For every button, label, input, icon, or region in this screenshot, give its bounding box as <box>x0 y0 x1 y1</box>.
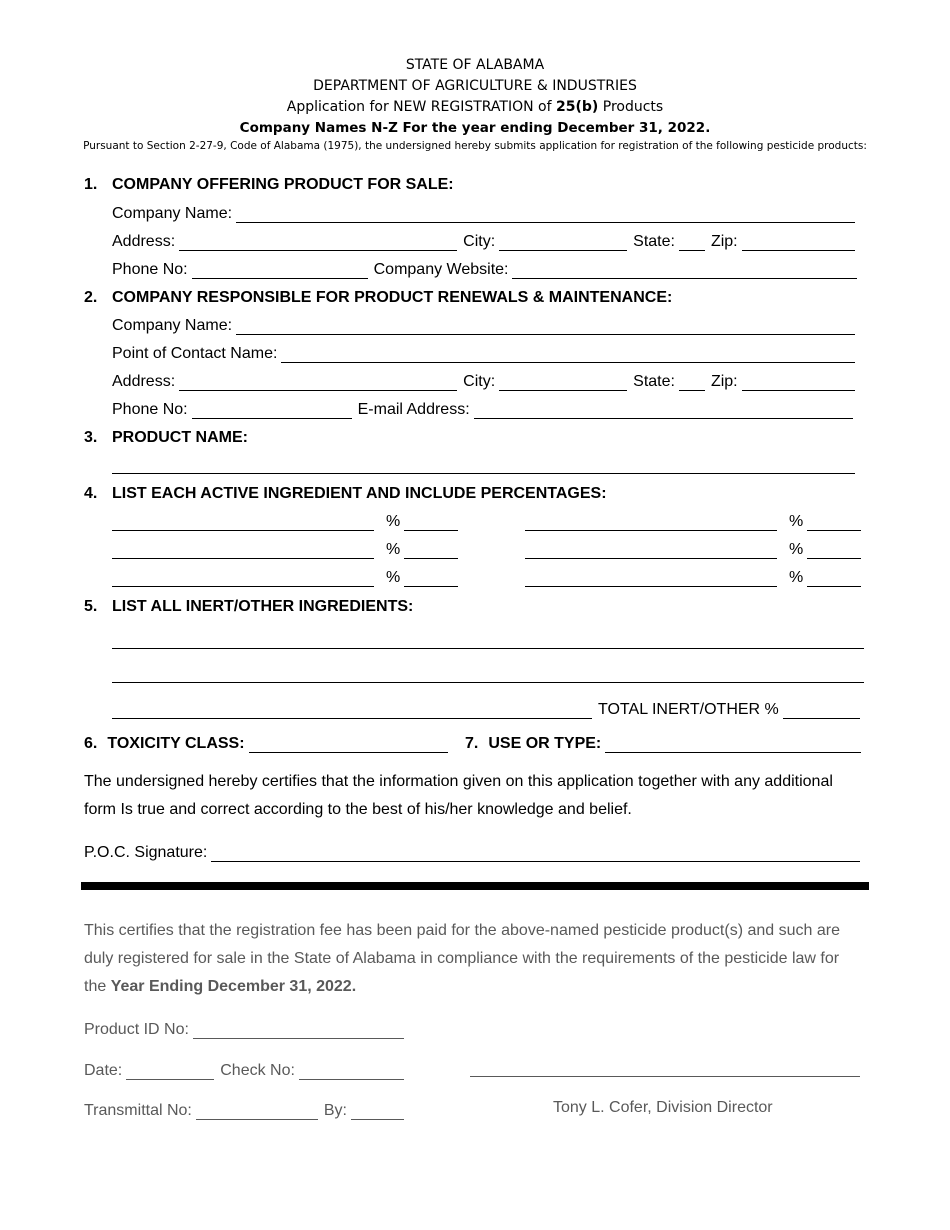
s2-state-label: State: <box>633 373 675 390</box>
s1-zip-field[interactable] <box>742 234 855 251</box>
office-line-3-pre: the <box>84 978 111 995</box>
s2-company-name-label: Company Name: <box>112 317 233 334</box>
s1-phone-field[interactable] <box>192 262 368 279</box>
director-signature-line[interactable] <box>470 1076 860 1077</box>
date-check-row <box>84 1058 404 1080</box>
section-4-number: 4. <box>84 485 98 502</box>
section-7-title: USE OR TYPE: <box>488 735 602 752</box>
active-ingredient-name-field[interactable] <box>525 542 777 559</box>
inert-total-row <box>112 697 860 719</box>
s1-company-name-field[interactable] <box>236 206 855 223</box>
active-ingredient-row-2-left <box>112 537 458 559</box>
section-2-title: COMPANY RESPONSIBLE FOR PRODUCT RENEWALS & MAINTENANCE: <box>112 289 673 306</box>
signature-label: P.O.C. Signature: <box>84 844 208 861</box>
office-certification-text <box>84 917 874 1001</box>
director-name: Tony L. Cofer, Division Director <box>553 1099 773 1116</box>
s1-city-label: City: <box>463 233 496 250</box>
total-inert-percent-field[interactable] <box>783 702 860 719</box>
by-label: By: <box>323 1102 347 1119</box>
check-no-field[interactable] <box>299 1063 404 1080</box>
department-title: DEPARTMENT OF AGRICULTURE & INDUSTRIES <box>313 78 637 94</box>
use-type-field[interactable] <box>605 736 861 753</box>
toxicity-row <box>84 731 448 753</box>
section-3-number: 3. <box>84 429 98 446</box>
office-line-1: This certifies that the registration fee has been paid for the above-named pesticide product(s) and such are <box>84 922 840 939</box>
section-1-number: 1. <box>84 176 98 193</box>
percent-label: % <box>386 569 401 586</box>
transmittal-field[interactable] <box>196 1103 318 1120</box>
s2-email-label: E-mail Address: <box>357 401 470 418</box>
s2-company-name-field[interactable] <box>236 318 855 335</box>
transmittal-label: Transmittal No: <box>84 1102 192 1119</box>
active-ingredient-percent-field[interactable] <box>807 570 861 587</box>
active-ingredient-percent-field[interactable] <box>404 542 458 559</box>
section-5-title: LIST ALL INERT/OTHER INGREDIENTS: <box>112 598 414 615</box>
company-range-title: Company Names N-Z For the year ending December 31, 2022. <box>239 120 711 136</box>
percent-label: % <box>789 513 804 530</box>
s1-state-field[interactable] <box>679 234 705 251</box>
section-3-title: PRODUCT NAME: <box>112 429 248 446</box>
pursuant-text: Pursuant to Section 2-27-9, Code of Alabama (1975), the undersigned hereby submits application for registration of the following pesticide products: <box>83 140 867 152</box>
product-name-field[interactable] <box>112 473 855 474</box>
state-title: STATE OF ALABAMA <box>405 57 545 73</box>
s1-city-field[interactable] <box>499 234 627 251</box>
signature-row <box>84 840 860 862</box>
inert-ingredients-line-2[interactable] <box>112 682 864 683</box>
section-5-number: 5. <box>84 598 98 615</box>
inert-ingredients-line-3[interactable] <box>112 702 592 719</box>
active-ingredient-percent-field[interactable] <box>404 570 458 587</box>
by-field[interactable] <box>351 1103 404 1120</box>
section-4-title: LIST EACH ACTIVE INGREDIENT AND INCLUDE PERCENTAGES: <box>112 485 607 502</box>
active-ingredient-name-field[interactable] <box>525 570 777 587</box>
date-label: Date: <box>84 1062 123 1079</box>
section-1-title: COMPANY OFFERING PRODUCT FOR SALE: <box>112 176 454 193</box>
s1-phone-label: Phone No: <box>112 261 188 278</box>
s1-website-label: Company Website: <box>373 261 509 278</box>
percent-label: % <box>386 541 401 558</box>
active-ingredient-percent-field[interactable] <box>807 514 861 531</box>
s2-zip-label: Zip: <box>710 373 738 390</box>
s2-city-field[interactable] <box>499 374 627 391</box>
s2-company-name-row <box>112 313 855 335</box>
percent-label: % <box>789 541 804 558</box>
percent-label: % <box>386 513 401 530</box>
s1-website-field[interactable] <box>512 262 857 279</box>
application-title-pre: Application for NEW REGISTRATION of <box>286 99 556 115</box>
s2-poc-field[interactable] <box>281 346 855 363</box>
s2-phone-row <box>112 397 853 419</box>
application-title <box>0 99 950 115</box>
s1-address-label: Address: <box>112 233 176 250</box>
s2-poc-label: Point of Contact Name: <box>112 345 278 362</box>
s2-zip-field[interactable] <box>742 374 855 391</box>
certification-line-2: form Is true and correct according to the best of his/her knowledge and belief. <box>84 801 632 818</box>
toxicity-class-field[interactable] <box>249 736 448 753</box>
section-6-title: TOXICITY CLASS: <box>107 735 245 752</box>
year-ending-text: Year Ending December 31, 2022. <box>110 978 357 995</box>
application-title-post: Products <box>598 99 664 115</box>
product-id-field[interactable] <box>193 1022 404 1039</box>
certification-line-1: The undersigned hereby certifies that the information given on this application together with any additional <box>84 773 833 790</box>
section-7-number: 7. <box>465 735 479 752</box>
section-2-number: 2. <box>84 289 98 306</box>
s2-phone-field[interactable] <box>192 402 352 419</box>
section-divider <box>81 882 869 890</box>
total-inert-label: TOTAL INERT/OTHER % <box>598 701 779 718</box>
s2-address-field[interactable] <box>179 374 457 391</box>
percent-label: % <box>789 569 804 586</box>
date-field[interactable] <box>126 1063 214 1080</box>
s2-address-row <box>112 369 855 391</box>
s2-address-label: Address: <box>112 373 176 390</box>
s1-address-row <box>112 229 855 251</box>
active-ingredient-percent-field[interactable] <box>404 514 458 531</box>
office-line-3 <box>84 973 874 1001</box>
s1-company-name-label: Company Name: <box>112 205 233 222</box>
active-ingredient-row-3-left <box>112 565 458 587</box>
signature-field[interactable] <box>211 845 860 862</box>
s2-email-field[interactable] <box>474 402 853 419</box>
product-id-label: Product ID No: <box>84 1021 189 1038</box>
active-ingredient-name-field[interactable] <box>525 514 777 531</box>
active-ingredient-name-field[interactable] <box>112 514 374 531</box>
product-id-row <box>84 1017 404 1039</box>
application-title-bold: 25(b) <box>555 99 599 115</box>
inert-ingredients-line-1[interactable] <box>112 648 864 649</box>
s2-poc-row <box>112 341 855 363</box>
s1-zip-label: Zip: <box>710 233 738 250</box>
active-ingredient-row-2-right <box>525 537 861 559</box>
s2-phone-label: Phone No: <box>112 401 188 418</box>
s2-state-field[interactable] <box>679 374 705 391</box>
s1-company-name-row <box>112 201 855 223</box>
active-ingredient-name-field[interactable] <box>112 542 374 559</box>
office-line-2: duly registered for sale in the State of Alabama in compliance with the requirements of the pesticide law for <box>84 950 840 967</box>
s1-phone-row <box>112 257 857 279</box>
certification-text <box>84 768 874 824</box>
s1-address-field[interactable] <box>179 234 457 251</box>
active-ingredient-row-1-left <box>112 509 458 531</box>
transmittal-row <box>84 1098 404 1120</box>
section-6-number: 6. <box>84 735 98 752</box>
active-ingredient-row-3-right <box>525 565 861 587</box>
s1-state-label: State: <box>633 233 675 250</box>
use-type-row <box>465 731 861 753</box>
check-no-label: Check No: <box>220 1062 295 1079</box>
active-ingredient-percent-field[interactable] <box>807 542 861 559</box>
active-ingredient-row-1-right <box>525 509 861 531</box>
active-ingredient-name-field[interactable] <box>112 570 374 587</box>
s2-city-label: City: <box>463 373 496 390</box>
